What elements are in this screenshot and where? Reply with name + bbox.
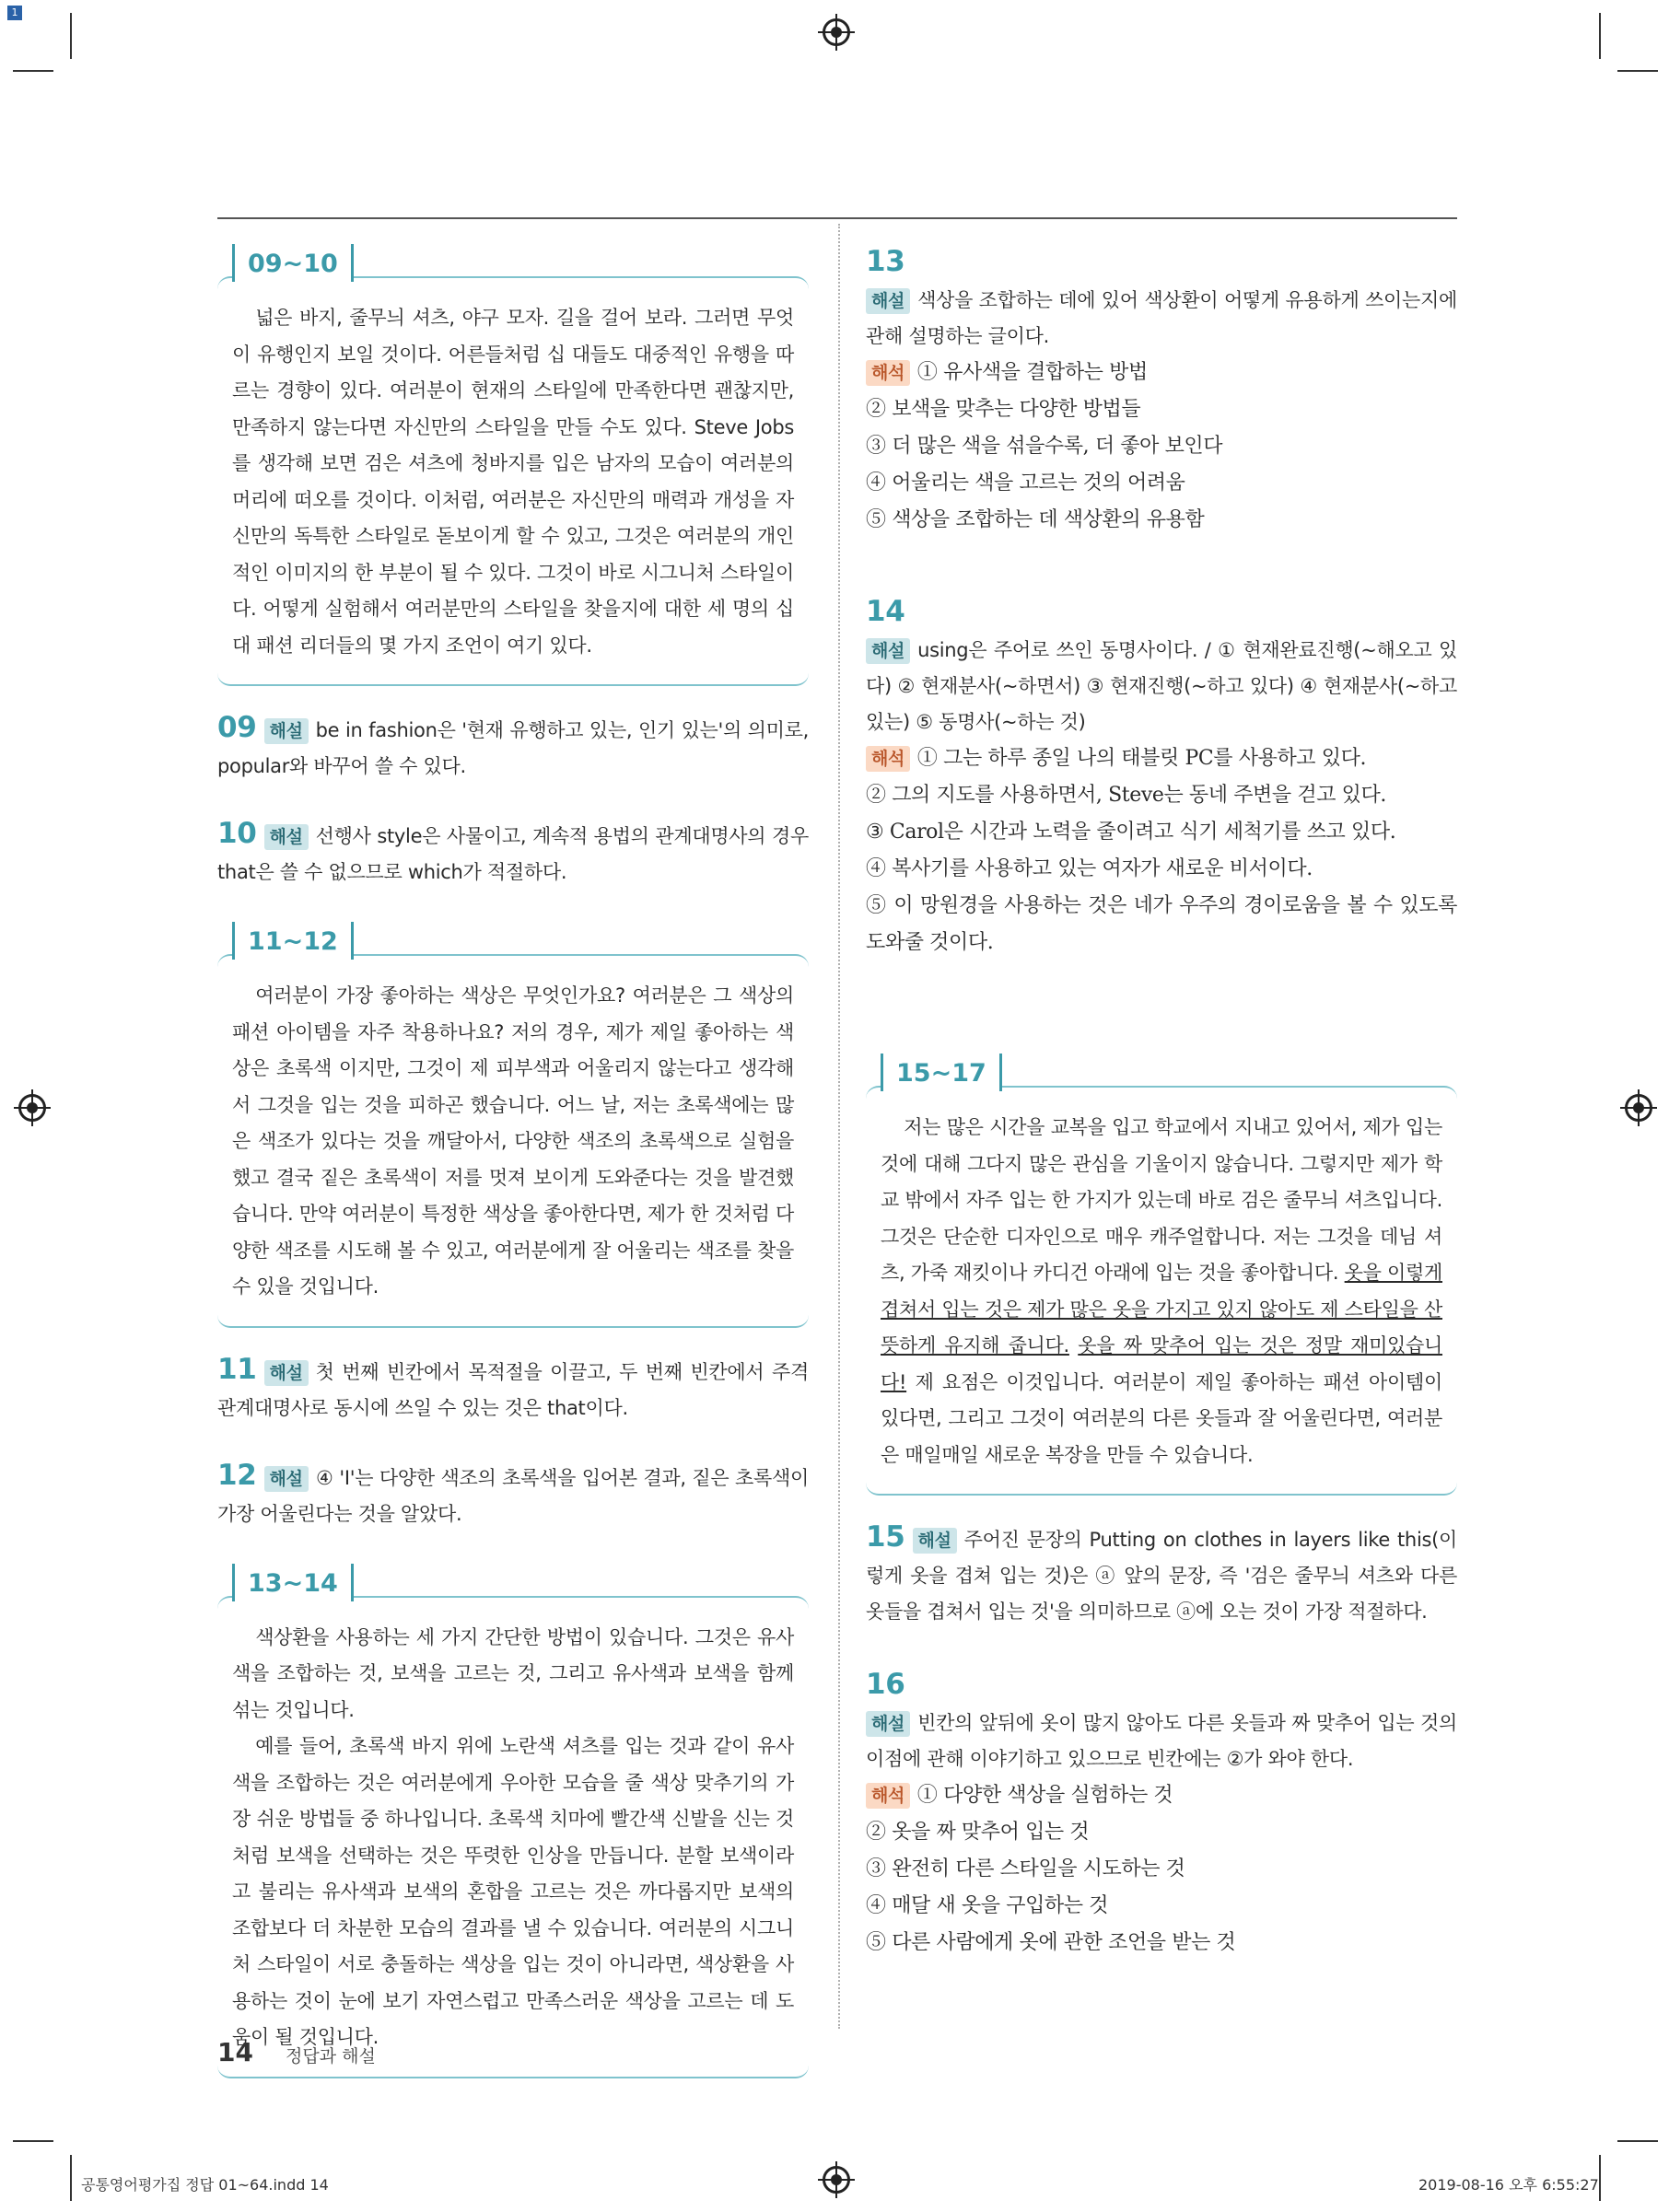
column-divider	[838, 224, 840, 2029]
option-2: ② 옷을 짜 맞추어 입는 것	[866, 1821, 1090, 1844]
answer-text: 선행사 style은 사물이고, 계속적 용법의 관계대명사의 경우 that은 쓸 수 없으므로 which가 적절하다.	[217, 825, 809, 883]
crop-mark	[70, 13, 72, 59]
option-3: ③ 완전히 다른 스타일을 시도하는 것	[866, 1857, 1185, 1880]
crop-mark	[13, 2140, 53, 2142]
answer-text: 주어진 문장의 Putting on clothes in layers like this(이렇게 옷을 겹쳐 입는 것)은 ⓐ 앞의 문장, 즉 '검은 줄무늬 셔츠와 다른 옷들을 겹쳐서 입는 것'을 의미하므로 ⓐ에 오는 것이 가장 적절하다.	[866, 1529, 1457, 1623]
answer-text: ④ 'I'는 다양한 색조의 초록색을 입어본 결과, 짙은 초록색이 가장 어울린다는 것을 알았다.	[217, 1466, 809, 1525]
option-1: ① 다양한 색상을 실험하는 것	[916, 1784, 1173, 1807]
registration-mark-icon	[823, 2166, 850, 2194]
option-4: ④ 어울리는 색을 고르는 것의 어려움	[866, 472, 1185, 495]
passage-box	[217, 1596, 809, 2078]
option-1: ① 그는 하루 종일 나의 태블릿 PC를 사용하고 있다.	[916, 747, 1367, 770]
page-corner-badge: 1	[7, 6, 22, 20]
question-number: 16	[866, 1668, 905, 1701]
passage-segment: 저는 많은 시간을 교복을 입고 학교에서 지내고 있어서, 제가 입는 것에 대해 그다지 많은 관심을 기울이지 않습니다. 그렇지만 제가 학교 밖에서 자주 입는 한 가지가 있는데 바로 검은 줄무늬 셔츠입니다. 그것은 단순한 디자인으로 매우 캐주얼합니다. 저는 그것을 데님 셔츠, 가죽 재킷이나 카디건 아래에 입는 것을 좋아합니다.	[881, 1116, 1442, 1284]
passage-tag: 13~14	[232, 1564, 354, 1601]
answer-10	[217, 816, 809, 891]
passage-09-10	[217, 244, 809, 686]
question-number: 11	[217, 1352, 257, 1386]
passage-tag: 11~12	[232, 922, 354, 960]
explanation-badge: 해설	[866, 638, 910, 664]
answer-text: be in fashion은 '현재 유행하고 있는, 인기 있는'의 의미로, popular와 바꾸어 쓸 수 있다.	[217, 719, 809, 777]
passage-13-14	[217, 1564, 809, 2078]
passage-text: 넓은 바지, 줄무늬 셔츠, 야구 모자. 길을 걸어 보라. 그러면 무엇이 유행인지 보일 것이다. 어른들처럼 십 대들도 대중적인 유행을 따르는 경향이 있다. 여러분이 현재의 스타일에 만족한다면 괜찮지만, 만족하지 않는다면 자신만의 스타일을 만들 수도 있다. Steve Jobs를 생각해 보면 검은 셔츠에 청바지를 입은 남자의 모습이 여러분의 머리에 떠오를 것이다. 이처럼, 여러분은 자신만의 매력과 개성을 자신만의 독특한 스타일로 돋보이게 할 수 있고, 그것은 여러분의 개인적인 이미지의 한 부분이 될 수 있다. 그것이 바로 시그니처 스타일이다. 어떻게 실험해서 여러분만의 스타일을 찾을지에 대한 세 명의 십 대 패션 리더들의 몇 가지 조언이 여기 있다.	[232, 307, 794, 657]
translation-badge: 해석	[866, 1783, 910, 1809]
passage-text: 색상환을 사용하는 세 가지 간단한 방법이 있습니다. 그것은 유사색을 조합하는 것, 보색을 고르는 것, 그리고 유사색과 보색을 함께 섞는 것입니다.	[232, 1625, 794, 1721]
explanation-badge: 해설	[264, 1360, 309, 1386]
answer-13	[866, 244, 1457, 539]
passage-15-17	[866, 1054, 1457, 1496]
crop-mark	[1617, 2140, 1658, 2142]
explanation-badge: 해설	[264, 1466, 309, 1492]
print-slug-timestamp: 2019-08-16 오후 6:55:27	[1418, 2176, 1599, 2194]
underlined-sentence: 옷을 이렇게 겹쳐서 입는 것은 제가 많은 옷을 가지고 있지 않아도 제 스타일을 산뜻하게 유지해 줍니다.	[881, 1262, 1442, 1356]
page-number: 14	[217, 2037, 253, 2067]
option-4: ④ 복사기를 사용하고 있는 여자가 새로운 비서이다.	[866, 857, 1313, 880]
passage-11-12	[217, 922, 809, 1328]
option-5: ⑤ 이 망원경을 사용하는 것은 네가 우주의 경이로움을 볼 수 있도록 도와줄 것이다.	[866, 894, 1457, 954]
option-2: ② 그의 지도를 사용하면서, Steve는 동네 주변을 걷고 있다.	[866, 784, 1386, 807]
left-column	[217, 244, 809, 2102]
answer-text: 빈칸의 앞뒤에 옷이 많지 않아도 다른 옷들과 짜 맞추어 입는 것의 이점에 관해 이야기하고 있으므로 빈칸에는 ②가 와야 한다.	[866, 1712, 1457, 1770]
answer-09	[217, 710, 809, 785]
passage-segment	[1069, 1334, 1078, 1356]
option-5: ⑤ 다른 사람에게 옷에 관한 조언을 받는 것	[866, 1931, 1236, 1954]
crop-mark	[1599, 2155, 1601, 2201]
option-1: ① 유사색을 결합하는 방법	[916, 361, 1148, 384]
answer-12	[217, 1458, 809, 1532]
right-column	[866, 244, 1457, 1993]
question-number: 10	[217, 817, 257, 850]
explanation-badge: 해설	[913, 1528, 957, 1554]
option-2: ② 보색을 맞추는 다양한 방법들	[866, 398, 1141, 421]
registration-mark-icon	[823, 18, 850, 46]
registration-mark-icon	[1625, 1094, 1652, 1122]
crop-mark	[1617, 70, 1658, 72]
question-number: 12	[217, 1458, 257, 1492]
question-number: 09	[217, 711, 257, 744]
answer-text: 색상을 조합하는 데에 있어 색상환이 어떻게 유용하게 쓰이는지에 관해 설명하는 글이다.	[866, 289, 1457, 347]
answer-15	[866, 1519, 1457, 1630]
answer-text: 첫 번째 빈칸에서 목적절을 이끌고, 두 번째 빈칸에서 주격 관계대명사로 동시에 쓰일 수 있는 것은 that이다.	[217, 1360, 809, 1419]
passage-text: 여러분이 가장 좋아하는 색상은 무엇인가요? 여러분은 그 색상의 패션 아이템을 자주 착용하나요? 저의 경우, 제가 제일 좋아하는 색상은 초록색 이지만, 그것이 제 피부색과 어울리지 않는다고 생각해서 그것을 입는 것을 피하곤 했습니다. 어느 날, 저는 초록색에는 많은 색조가 있다는 것을 깨달아서, 다양한 색조의 초록색으로 실험을 했고 결국 짙은 초록색이 저를 멋져 보이게 도와준다는 것을 발견했습니다. 만약 여러분이 특정한 색상을 좋아한다면, 제가 한 것처럼 다양한 색조를 시도해 볼 수 있고, 여러분에게 잘 어울리는 색조를 찾을 수 있을 것입니다.	[232, 984, 794, 1298]
explanation-badge: 해설	[866, 1711, 910, 1737]
answer-11	[217, 1352, 809, 1426]
underlined-sentence: 옷을 짜 맞추어 입는 것은 정말 재미있습니다!	[881, 1334, 1443, 1393]
crop-mark	[70, 2155, 72, 2201]
explanation-badge: 해설	[264, 824, 309, 850]
question-number: 13	[866, 245, 905, 278]
answer-text: using은 주어로 쓰인 동명사이다. / ① 현재완료진행(~해오고 있다) ② 현재분사(~하면서) ③ 현재진행(~하고 있다) ④ 현재분사(~하고 있는) ⑤ 동명사(~하는 것)	[866, 639, 1457, 733]
passage-box	[866, 1086, 1457, 1496]
passage-box	[217, 276, 809, 686]
question-number: 14	[866, 595, 905, 628]
top-rule	[217, 217, 1457, 219]
answer-14	[866, 594, 1457, 961]
print-slug-filename: 공통영어평가집 정답 01~64.indd 14	[81, 2176, 329, 2194]
crop-mark	[1599, 13, 1601, 59]
option-3: ③ Carol은 시간과 노력을 줄이려고 식기 세척기를 쓰고 있다.	[866, 821, 1396, 844]
explanation-badge: 해설	[866, 288, 910, 314]
option-3: ③ 더 많은 색을 섞을수록, 더 좋아 보인다	[866, 435, 1223, 458]
translation-badge: 해석	[866, 360, 910, 386]
crop-mark	[13, 70, 53, 72]
passage-tag: 15~17	[881, 1054, 1002, 1091]
option-5: ⑤ 색상을 조합하는 데 색상환의 유용함	[866, 508, 1205, 531]
footer-label: 정답과 해설	[286, 2046, 376, 2066]
passage-segment: 제 요점은 이것입니다. 여러분이 제일 좋아하는 패션 아이템이 있다면, 그리고 그것이 여러분의 다른 옷들과 잘 어울린다면, 여러분은 매일매일 새로운 복장을 만들 수 있습니다.	[881, 1370, 1442, 1466]
passage-text	[881, 1110, 1442, 1473]
registration-mark-icon	[18, 1094, 46, 1122]
passage-tag: 09~10	[232, 244, 354, 282]
question-number: 15	[866, 1520, 905, 1554]
translation-badge: 해석	[866, 746, 910, 772]
passage-box	[217, 954, 809, 1328]
explanation-badge: 해설	[264, 718, 309, 744]
answer-16	[866, 1667, 1457, 1962]
passage-text: 예를 들어, 초록색 바지 위에 노란색 셔츠를 입는 것과 같이 유사색을 조합하는 것은 여러분에게 우아한 모습을 줄 색상 맞추기의 가장 쉬운 방법들 중 하나입니다. 초록색 치마에 빨간색 신발을 신는 것처럼 보색을 선택하는 것은 뚜렷한 인상을 만듭니다. 분할 보색이라고 불리는 유사색과 보색의 혼합을 고르는 것은 까다롭지만 보색의 조합보다 더 차분한 모습의 결과를 낼 수 있습니다. 여러분의 시그니처 스타일이 서로 충돌하는 색상을 입는 것이 아니라면, 색상환을 사용하는 것이 눈에 보기 자연스럽고 만족스러운 색상을 고르는 데 도움이 될 것입니다.	[232, 1735, 794, 2048]
option-4: ④ 매달 새 옷을 구입하는 것	[866, 1894, 1109, 1917]
